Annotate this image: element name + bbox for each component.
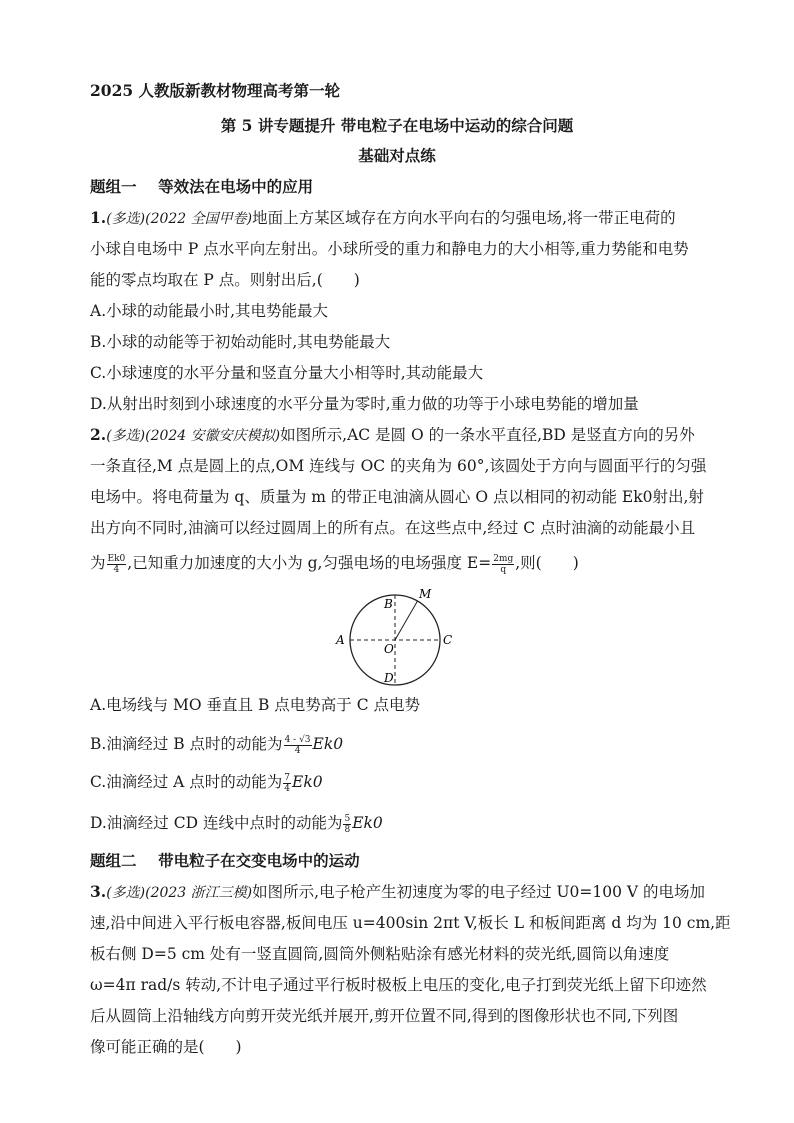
q2-number: 2. — [90, 425, 107, 444]
group-heading-1 — [90, 176, 313, 198]
fraction-option-c: $\frac{7}{4}$ — [284, 772, 291, 794]
q1-tag: (多选) — [106, 211, 146, 227]
q1-line-3: 能的零点均取在 P 点。则射出后,( ) — [90, 271, 360, 289]
q2-text-1: 如图所示,AC 是圆 O 的一条水平直径,BD 是竖直方向的另外 — [280, 426, 695, 444]
q2-text-5c: ,则( ) — [515, 554, 579, 572]
series-title: 2025 人教版新教材物理高考第一轮 — [90, 81, 341, 100]
label-c: C — [443, 633, 453, 647]
group-label: 题组一 — [90, 177, 137, 196]
q2-text-5a: 为 — [90, 554, 106, 572]
circle-diagram — [330, 585, 460, 695]
q2-line-1 — [90, 424, 695, 447]
q1-option-d: D.从射出时刻到小球速度的水平分量为零时,重力做的功等于小球电势能的增加量 — [90, 395, 639, 413]
section-subtitle: 基础对点练 — [358, 146, 436, 165]
q1-source: (2022 全国甲卷) — [145, 211, 253, 227]
label-a: A — [336, 633, 345, 647]
q3-line-2: 速,沿中间进入平行板电容器,板间电压 u=400sin 2πt V,板长 L 和板间距离 d 均为 10 cm,距 — [90, 914, 731, 932]
q2-option-b: B.油滴经过 B 点时的动能为 $\frac{4 - √3}{4}$ Ek0 — [90, 734, 344, 756]
q2-tag: (多选) — [106, 428, 146, 444]
q1-text-1: 地面上方某区域存在方向水平向右的匀强电场,将一带正电荷的 — [252, 209, 676, 227]
q3-line-4: ω=4π rad/s 转动,不计电子通过平行板时极板上电压的变化,电子打到荧光纸上留下印迹然 — [90, 976, 707, 994]
label-o: O — [384, 642, 394, 656]
q2-option-a: A.电场线与 MO 垂直且 B 点电势高于 C 点电势 — [90, 696, 421, 714]
q1-line-1 — [90, 207, 676, 230]
group-name: 带电粒子在交变电场中的运动 — [158, 851, 360, 870]
label-d: D — [384, 671, 394, 685]
fraction-2mg-over-q: $\frac{2mg}{q}$ — [493, 553, 514, 575]
q2-text-5b: ,已知重力加速度的大小为 g,匀强电场的电场强度 E= — [127, 554, 492, 572]
segment-om — [395, 601, 418, 640]
q2-source: (2024 安徽安庆模拟) — [145, 428, 281, 444]
q3-line-3: 板右侧 D=5 cm 处有一竖直圆筒,圆筒外侧粘贴涂有感光材料的荧光纸,圆筒以角速度 — [90, 945, 670, 963]
q3-line-5: 后从圆筒上沿轴线方向剪开荧光纸并展开,剪开位置不同,得到的图像形状也不同,下列图 — [90, 1007, 679, 1025]
q1-option-a: A.小球的动能最小时,其电势能最大 — [90, 302, 329, 320]
q2-line-4: 出方向不同时,油滴可以经过圆周上的所有点。在这些点中,经过 C 点时油滴的动能最小且 — [90, 519, 696, 537]
q3-line-1 — [90, 881, 705, 904]
q3-number: 3. — [90, 882, 107, 901]
q2-option-c: C.油滴经过 A 点时的动能为 $\frac{7}{4}$ Ek0 — [90, 772, 323, 794]
q3-tag: (多选) — [106, 885, 146, 901]
q2-line-5 — [90, 552, 579, 575]
q3-source: (2023 浙江三模) — [145, 885, 253, 901]
q1-line-2: 小球自电场中 P 点水平向左射出。小球所受的重力和静电力的大小相等,重力势能和电势 — [90, 240, 689, 258]
fraction-ek0-over-4: $\frac{Ek0}{4}$ — [107, 553, 126, 575]
label-m: M — [419, 587, 432, 601]
q2-line-2: 一条直径,M 点是圆上的点,OM 连线与 OC 的夹角为 60°,该圆处于方向与圆面平行的匀强 — [90, 457, 707, 475]
q3-text-1: 如图所示,电子枪产生初速度为零的电子经过 U0=100 V 的电场加 — [252, 883, 706, 901]
group-name: 等效法在电场中的应用 — [158, 177, 314, 196]
group-heading-2 — [90, 850, 360, 872]
q1-number: 1. — [90, 208, 107, 227]
q1-option-b: B.小球的动能等于初始动能时,其电势能最大 — [90, 333, 391, 351]
fraction-option-b: $\frac{4 - √3}{4}$ — [284, 734, 311, 756]
q3-line-6: 像可能正确的是( ) — [90, 1038, 242, 1056]
fraction-option-d: $\frac{5}{8}$ — [344, 813, 351, 835]
q2-option-d: D.油滴经过 CD 连线中点时的动能为 $\frac{5}{8}$ Ek0 — [90, 813, 383, 835]
q1-option-c: C.小球速度的水平分量和竖直分量大小相等时,其动能最大 — [90, 364, 484, 382]
label-b: B — [384, 597, 393, 611]
q2-line-3: 电场中。将电荷量为 q、质量为 m 的带正电油滴从圆心 O 点以相同的初动能 Ek0射出,射 — [90, 488, 704, 506]
lecture-title: 第 5 讲专题提升 带电粒子在电场中运动的综合问题 — [220, 116, 574, 135]
group-label: 题组二 — [90, 851, 137, 870]
